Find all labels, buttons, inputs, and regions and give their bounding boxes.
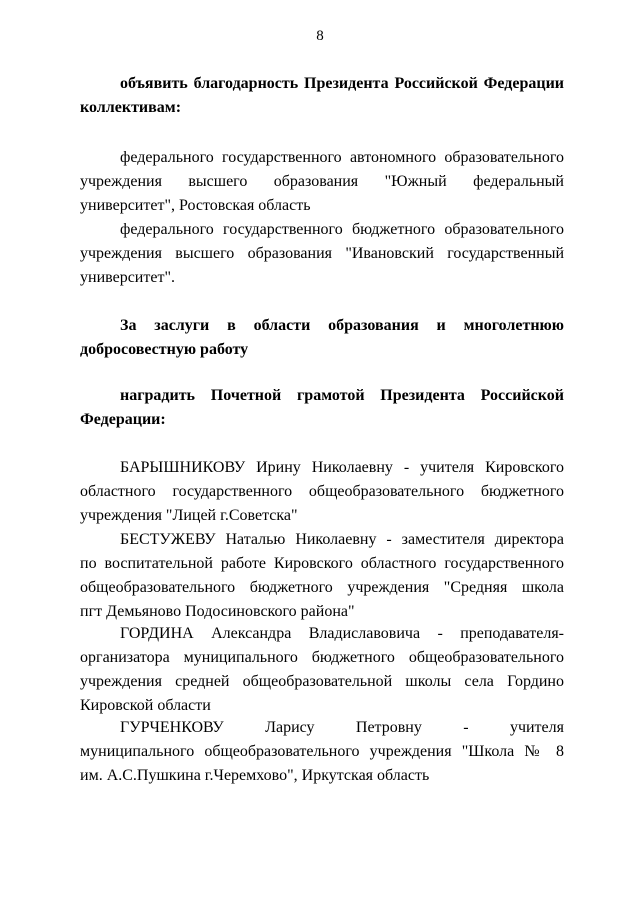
- gratitude-heading: [80, 72, 564, 120]
- awardee-line: им. А.С.Пушкина г.Черемхово", Иркутская область: [80, 767, 430, 784]
- collective-line: учреждения высшего образования "Южный федеральный: [80, 173, 564, 190]
- awardee-line: муниципального общеобразовательного учреждения "Школа № 8: [80, 743, 564, 760]
- awardee-line: организатора муниципального бюджетного общеобразовательного: [80, 649, 564, 666]
- awardee-line: ГУРЧЕНКОВУ Ларису Петровну - учителя: [120, 719, 564, 736]
- merit-heading-line: добросовестную работу: [80, 341, 249, 358]
- collective-line: федерального государственного автономного образовательного: [120, 149, 564, 166]
- awardee-line: по воспитательной работе Кировского областного государственного: [80, 555, 564, 572]
- collective-line: университет", Ростовская область: [80, 197, 311, 214]
- collective-item: [80, 146, 564, 218]
- awardee-line: пгт Демьяново Подосиновского района": [80, 603, 355, 620]
- gratitude-heading-line: коллективам:: [80, 99, 182, 116]
- awardee-line: ГОРДИНА Александра Владиславовича - преподавателя-: [120, 625, 564, 642]
- awardee-line: учреждения "Лицей г.Советска": [80, 507, 298, 524]
- collective-line: учреждения высшего образования "Ивановский государственный: [80, 245, 564, 262]
- awardee-item: [80, 622, 564, 718]
- award-heading: [80, 384, 564, 432]
- collective-line: университет".: [80, 269, 175, 286]
- award-heading-line: наградить Почетной грамотой Президента Российской: [120, 387, 564, 404]
- page-number: 8: [316, 28, 324, 44]
- awardee-item: [80, 528, 564, 624]
- collective-item: [80, 218, 564, 290]
- awardee-line: учреждения средней общеобразовательной школы села Гордино: [80, 673, 564, 690]
- gratitude-heading-line: объявить благодарность Президента Российской Федерации: [120, 75, 564, 92]
- awardee-line: Кировской области: [80, 697, 211, 714]
- awardee-line: БАРЫШНИКОВУ Ирину Николаевну - учителя Кировского: [120, 459, 564, 476]
- merit-heading-line: За заслуги в области образования и многолетнюю: [120, 317, 564, 334]
- collective-line: федерального государственного бюджетного образовательного: [120, 221, 564, 238]
- awardee-line: БЕСТУЖЕВУ Наталью Николаевну - заместителя директора: [120, 531, 564, 548]
- award-heading-line: Федерации:: [80, 411, 166, 428]
- awardee-line: областного государственного общеобразовательного бюджетного: [80, 483, 564, 500]
- awardee-line: общеобразовательного бюджетного учреждения "Средняя школа: [80, 579, 564, 596]
- awardee-item: [80, 456, 564, 528]
- merit-heading: [80, 314, 564, 362]
- awardee-item: [80, 716, 564, 788]
